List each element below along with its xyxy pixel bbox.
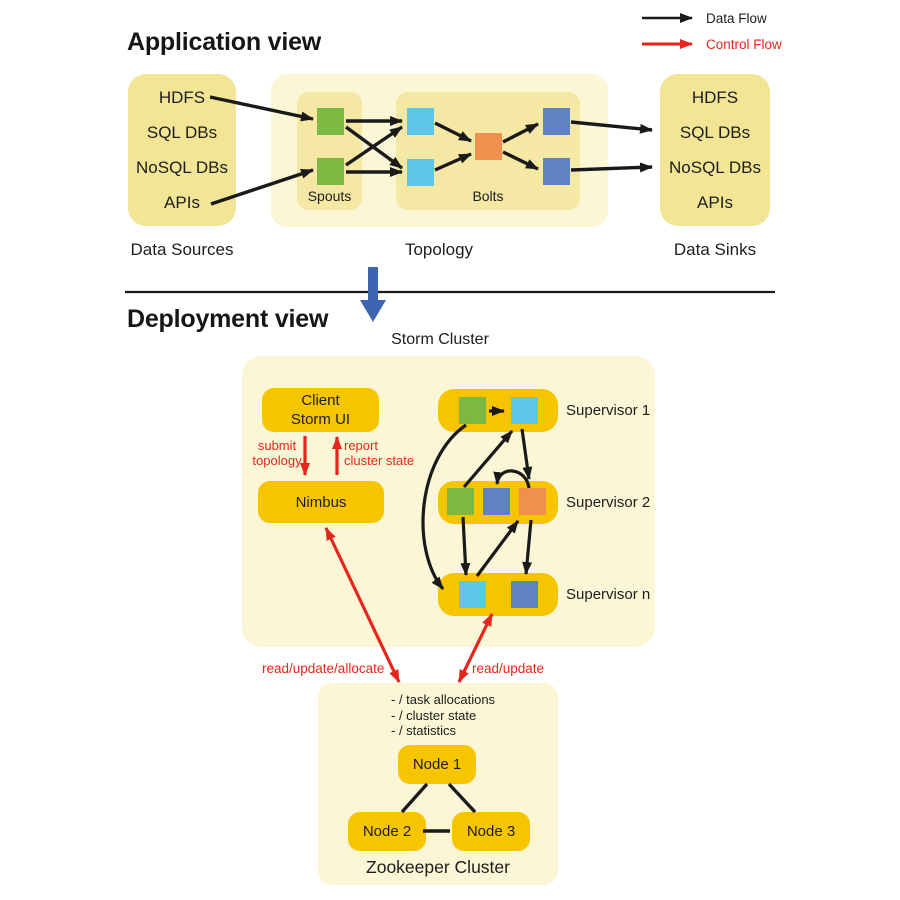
supervisor1-worker-lightblue — [511, 397, 538, 424]
data-sinks-label: Data Sinks — [673, 240, 757, 259]
zookeeper-node-3 — [452, 812, 530, 851]
supervisor-2-label: Supervisor 2 — [566, 494, 651, 511]
bolt-square-darkblue-2 — [543, 158, 570, 185]
submit-line1: submit — [257, 438, 297, 453]
bolts-label: Bolts — [472, 188, 504, 204]
data-sink-sql: SQL DBs — [679, 122, 751, 142]
spout-square-2 — [317, 158, 344, 185]
spouts-label: Spouts — [307, 188, 352, 204]
data-sink-nosql: NoSQL DBs — [669, 157, 761, 177]
legend-data-flow-label: Data Flow — [706, 11, 767, 26]
zookeeper-node-1 — [398, 745, 476, 784]
supervisor2-worker-orange — [519, 488, 546, 515]
data-sink-apis: APIs — [697, 192, 733, 212]
data-sinks-panel — [660, 74, 770, 226]
data-source-sql: SQL DBs — [146, 122, 218, 142]
topology-label: Topology — [404, 240, 474, 259]
view-transition-arrow-icon — [360, 267, 386, 322]
supervisor-1-label: Supervisor 1 — [566, 402, 651, 419]
supervisorn-worker-darkblue — [511, 581, 538, 608]
node-1-label: Node 1 — [412, 756, 462, 773]
bolt-square-darkblue-1 — [543, 108, 570, 135]
zk-entry-cluster-state: - / cluster state — [391, 707, 477, 723]
read-update-allocate-label: read/update/allocate — [262, 661, 385, 676]
data-source-apis: APIs — [164, 192, 200, 212]
bolt-square-lightblue-2 — [407, 159, 434, 186]
supervisorn-worker-lightblue — [459, 581, 486, 608]
node-3-label: Node 3 — [466, 823, 516, 840]
supervisor-n-box — [438, 573, 558, 616]
storm-cluster-label: Storm Cluster — [391, 331, 489, 348]
report-line1: report — [344, 438, 378, 453]
zk-entry-task-allocations: - / task allocations — [391, 692, 496, 707]
zookeeper-entries — [391, 692, 495, 739]
data-sink-hdfs: HDFS — [691, 87, 739, 107]
legend-control-flow-label: Control Flow — [706, 37, 782, 52]
data-sources-label: Data Sources — [130, 240, 234, 259]
report-cluster-state-label — [344, 438, 424, 468]
nimbus-box — [258, 481, 384, 523]
read-update-label: read/update — [472, 661, 545, 676]
zookeeper-cluster-label: Zookeeper Cluster — [366, 857, 510, 877]
supervisor-1-box — [438, 389, 558, 432]
application-view-title: Application view — [127, 28, 322, 56]
client-storm-ui-box — [262, 388, 379, 432]
nimbus-label: Nimbus — [295, 493, 347, 511]
data-sources-panel — [128, 74, 236, 226]
bolt-square-orange — [475, 133, 502, 160]
client-label: Client — [301, 392, 340, 409]
bolt-square-lightblue-1 — [407, 108, 434, 135]
submit-topology-label — [249, 438, 305, 468]
spout-square-1 — [317, 108, 344, 135]
node-2-label: Node 2 — [362, 823, 412, 840]
report-line2: cluster state — [344, 453, 415, 468]
supervisor1-worker-green — [459, 397, 486, 424]
zookeeper-node-2 — [348, 812, 426, 851]
supervisor2-worker-darkblue — [483, 488, 510, 515]
deployment-view-title: Deployment view — [127, 305, 329, 333]
supervisor2-worker-green — [447, 488, 474, 515]
supervisor-n-label: Supervisor n — [566, 586, 651, 603]
zk-entry-statistics: - / statistics — [391, 723, 457, 738]
submit-line2: topology — [252, 453, 302, 468]
data-source-hdfs: HDFS — [158, 87, 206, 107]
data-source-nosql: NoSQL DBs — [136, 157, 228, 177]
storm-ui-label: Storm UI — [290, 411, 351, 428]
